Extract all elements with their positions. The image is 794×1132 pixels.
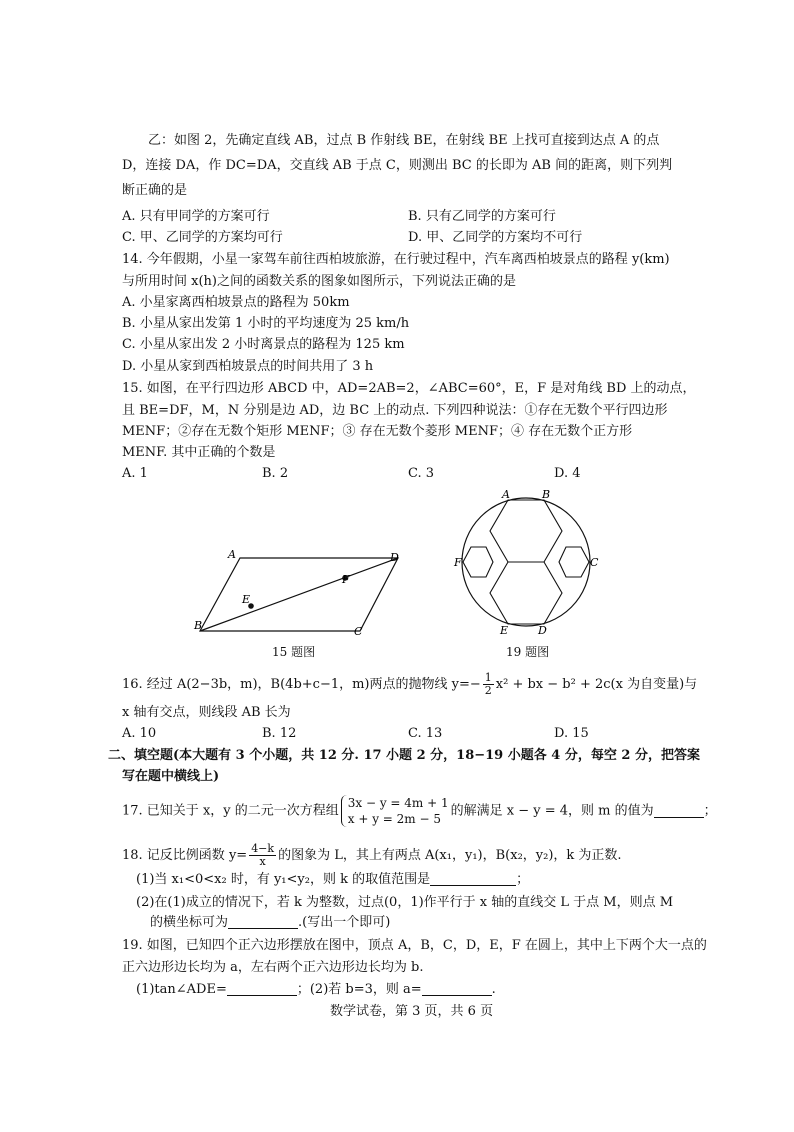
q18-sub2-text: 的横坐标可为: [150, 915, 229, 930]
q13-line-1: 乙：如图 2，先确定直线 AB，过点 B 作射线 BE，在射线 BE 上找可直接到达点 A 的点: [148, 133, 660, 148]
q18-sub-2-line-2: [150, 913, 390, 933]
q14-line-2: 与所用时间 x(h)之间的函数关系的图象如图所示，下列说法正确的是: [122, 274, 516, 289]
q14-line-1: 14. 今年假期，小星一家驾车前往西柏坡旅游，在行驶过程中，汽车离西柏坡景点的路程 y(km): [122, 252, 670, 267]
q17-line: [122, 795, 717, 827]
q19-line-1: 19. 如图，已知四个正六边形摆放在图中，顶点 A，B，C，D，E，F 在圆上，其中上下两个大一点的: [122, 938, 707, 953]
q18-prefix: 18. 记反比例函数 y=: [122, 848, 248, 863]
q15-option-b: B. 2: [262, 466, 289, 481]
q13-line-2: D，连接 DA，作 DC=DA，交直线 AB 于点 C，则测出 BC 的长即为 AB 间的距离，则下列判: [122, 158, 673, 173]
figure-15-caption: 15 题图: [272, 645, 316, 659]
q19-end: .: [491, 982, 496, 997]
q17-answer-blank[interactable]: [654, 803, 704, 818]
q14-option-c: C. 小星从家出发 2 小时离景点的路程为 125 km: [122, 337, 405, 352]
q18-sub1-blank[interactable]: [430, 871, 516, 886]
page-footer: 数学试卷，第 3 页，共 6 页: [330, 1004, 494, 1019]
label-d: D: [390, 551, 399, 564]
q14-option-a: A. 小星家离西柏坡景点的路程为 50km: [122, 295, 350, 310]
q16-prefix: 16. 经过 A(2−3b，m)，B(4b+c−1，m)两点的抛物线 y=−: [122, 677, 481, 692]
q16-option-d: D. 15: [554, 726, 589, 741]
q14-option-b: B. 小星从家出发第 1 小时的平均速度为 25 km/h: [122, 316, 410, 331]
label-f: F: [342, 573, 350, 586]
q13-line-3: 断正确的是: [122, 183, 188, 198]
bottom-hexagon: [490, 562, 562, 624]
q18-sub2-end: .(写出一个即可): [298, 915, 391, 930]
q15-option-d: D. 4: [554, 466, 581, 481]
q15-line-2: 且 BE=DF，M，N 分别是边 AD，边 BC 上的动点. 下列四种说法：①存在无数个平行四边形: [122, 403, 668, 418]
q19-line-2: 正六边形边长均为 a，左右两个正六边形边长均为 b.: [122, 960, 424, 975]
q18-sub1-end: ；: [516, 872, 530, 887]
q18-sub1-text: (1)当 x₁<0<x₂ 时，有 y₁<y₂，则 k 的取值范围是: [136, 872, 431, 887]
q16-option-a: A. 10: [122, 726, 157, 741]
figure-19-hexagons: [448, 484, 608, 640]
left-hexagon: [463, 547, 493, 577]
top-hexagon: [490, 500, 562, 562]
q16-frac-den: 2: [484, 684, 492, 697]
q16-option-c: C. 13: [408, 726, 443, 741]
figure-19-caption: 19 题图: [506, 645, 550, 659]
q13-option-c: C. 甲、乙同学的方案均可行: [122, 230, 283, 245]
label-e: E: [500, 624, 509, 637]
right-hexagon: [559, 547, 589, 577]
q18-frac-den: x: [259, 855, 266, 868]
q17-equation-system: [341, 795, 449, 827]
label-d: D: [538, 624, 547, 637]
q18-frac-num: 4−k: [251, 842, 275, 855]
label-a: A: [502, 488, 510, 501]
q16-suffix: x² + bx − b² + 2c(x 为自变量)与: [495, 677, 698, 692]
q15-line-3: MENF；②存在无数个矩形 MENF；③ 存在无数个菱形 MENF；④ 存在无数个正方形: [122, 424, 633, 439]
q19-parts: [136, 980, 496, 1000]
q16-line-1: [122, 672, 697, 697]
figure-15-parallelogram: [190, 545, 410, 640]
label-c: C: [590, 556, 599, 569]
label-f: F: [454, 556, 462, 569]
q15-line-4: MENF. 其中正确的个数是: [122, 445, 276, 460]
q18-suffix: 的图象为 L，其上有两点 A(x₁，y₁)，B(x₂，y₂)，k 为正数.: [278, 848, 622, 863]
section-2-heading-1: 二、填空题(本大题有 3 个小题，共 12 分. 17 小题 2 分，18−19 小题各 4 分，每空 2 分，把答案: [108, 748, 700, 763]
label-a: A: [228, 548, 236, 561]
q15-option-a: A. 1: [122, 466, 148, 481]
q17-end: ；: [703, 803, 717, 819]
q18-sub-1: [136, 870, 529, 890]
q15-line-1: 15. 如图，在平行四边形 ABCD 中，AD=2AB=2，∠ABC=60°，E，F 是对角线 BD 上的动点，: [122, 381, 696, 396]
q17-suffix: 的解满足 x − y = 4，则 m 的值为: [450, 803, 654, 819]
q17-prefix: 17. 已知关于 x，y 的二元一次方程组: [122, 803, 339, 819]
q18-fraction: [249, 843, 276, 868]
q18-line-1: [122, 843, 622, 868]
q19-part1-text: (1)tan∠ADE=: [136, 982, 227, 997]
q16-frac-num: 1: [484, 671, 492, 684]
q13-option-b: B. 只有乙同学的方案可行: [408, 209, 556, 224]
q13-option-a: A. 只有甲同学的方案可行: [122, 209, 270, 224]
q16-option-b: B. 12: [262, 726, 297, 741]
q19-part2-blank[interactable]: [422, 981, 492, 996]
label-e: E: [242, 593, 251, 606]
q18-sub2-blank[interactable]: [228, 914, 298, 929]
label-b: B: [542, 488, 551, 501]
q16-fraction: [483, 672, 494, 697]
q15-option-c: C. 3: [408, 466, 435, 481]
q18-sub-2-line-1: (2)在(1)成立的情况下，若 k 为整数，过点(0，1)作平行于 x 轴的直线交 L 于点 M，则点 M: [136, 895, 674, 910]
q17-eq1: 3x − y = 4m + 1: [347, 796, 449, 810]
section-2-heading-2: 写在题中横线上): [122, 769, 220, 784]
q17-eq2: x + y = 2m − 5: [347, 812, 441, 826]
q16-line-2: x 轴有交点，则线段 AB 长为: [122, 705, 291, 720]
label-c: C: [354, 625, 363, 638]
label-b: B: [194, 619, 203, 632]
q19-part2-text: ；(2)若 b=3，则 a=: [296, 982, 422, 997]
q19-part1-blank[interactable]: [227, 981, 297, 996]
q13-option-d: D. 甲、乙同学的方案均不可行: [408, 230, 583, 245]
q14-option-d: D. 小星从家到西柏坡景点的时间共用了 3 h: [122, 359, 374, 374]
